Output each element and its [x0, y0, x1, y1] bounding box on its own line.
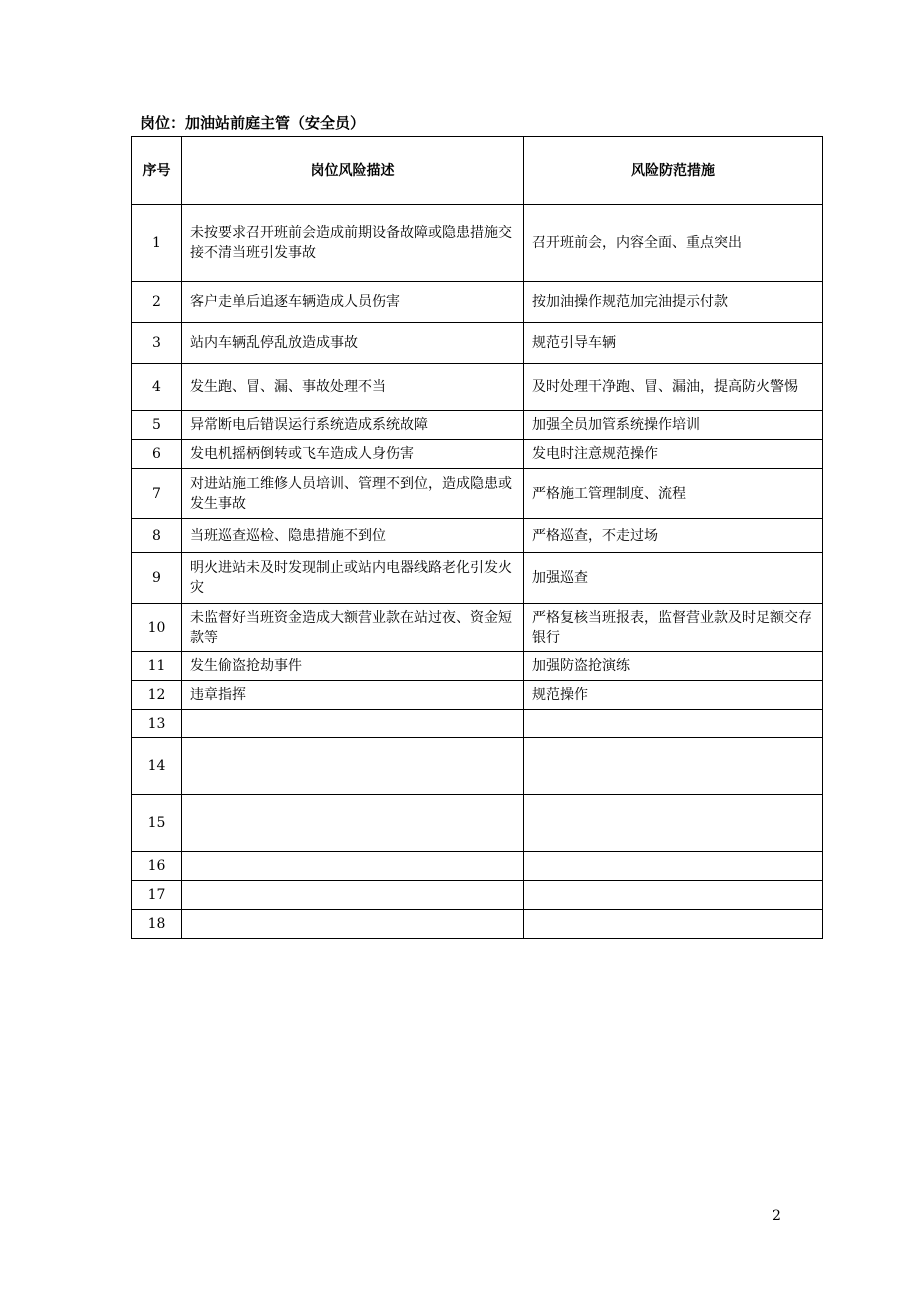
risk-table: [131, 136, 823, 939]
risk-description: [182, 852, 524, 881]
table-row: [132, 469, 823, 519]
page-number: 2: [772, 1208, 781, 1224]
row-number: 6: [132, 440, 182, 469]
risk-description: [182, 795, 524, 852]
risk-measure: [524, 738, 823, 795]
table-row: [132, 323, 823, 364]
risk-measure: [524, 910, 823, 939]
row-number: 3: [132, 323, 182, 364]
row-number: 9: [132, 553, 182, 604]
table-row: [132, 681, 823, 710]
row-number: 17: [132, 881, 182, 910]
page-title: 岗位：加油站前庭主管（安全员）: [140, 114, 366, 132]
risk-description: 站内车辆乱停乱放造成事故: [182, 323, 524, 364]
risk-measure: 严格施工管理制度、流程: [524, 469, 823, 519]
risk-measure: 召开班前会，内容全面、重点突出: [524, 205, 823, 282]
table-row: [132, 440, 823, 469]
row-number: 18: [132, 910, 182, 939]
risk-measure: [524, 795, 823, 852]
header-risk-description: 岗位风险描述: [182, 137, 524, 205]
row-number: 10: [132, 604, 182, 652]
risk-description: 对进站施工维修人员培训、管理不到位，造成隐患或发生事故: [182, 469, 524, 519]
risk-description: 明火进站未及时发现制止或站内电器线路老化引发火灾: [182, 553, 524, 604]
risk-description: 客户走单后追逐车辆造成人员伤害: [182, 282, 524, 323]
table-row: [132, 205, 823, 282]
table-row: [132, 881, 823, 910]
risk-description: 发生偷盗抢劫事件: [182, 652, 524, 681]
risk-measure: 严格复核当班报表，监督营业款及时足额交存银行: [524, 604, 823, 652]
risk-measure: 及时处理干净跑、冒、漏油，提高防火警惕: [524, 364, 823, 411]
risk-description: [182, 710, 524, 738]
risk-measure: 加强全员加管系统操作培训: [524, 411, 823, 440]
row-number: 4: [132, 364, 182, 411]
table-row: [132, 652, 823, 681]
risk-description: 异常断电后错误运行系统造成系统故障: [182, 411, 524, 440]
table-row: [132, 282, 823, 323]
table-row: [132, 604, 823, 652]
table-row: [132, 519, 823, 553]
header-number: 序号: [132, 137, 182, 205]
risk-description: 发生跑、冒、漏、事故处理不当: [182, 364, 524, 411]
risk-description: 违章指挥: [182, 681, 524, 710]
row-number: 5: [132, 411, 182, 440]
risk-description: [182, 910, 524, 939]
table-row: [132, 710, 823, 738]
table-row: [132, 553, 823, 604]
header-risk-measure: 风险防范措施: [524, 137, 823, 205]
row-number: 15: [132, 795, 182, 852]
risk-measure: 严格巡查，不走过场: [524, 519, 823, 553]
risk-measure: [524, 710, 823, 738]
row-number: 13: [132, 710, 182, 738]
table-row: [132, 795, 823, 852]
risk-description: 发电机摇柄倒转或飞车造成人身伤害: [182, 440, 524, 469]
risk-description: 未按要求召开班前会造成前期设备故障或隐患措施交接不清当班引发事故: [182, 205, 524, 282]
risk-measure: 按加油操作规范加完油提示付款: [524, 282, 823, 323]
row-number: 7: [132, 469, 182, 519]
risk-measure: [524, 852, 823, 881]
risk-description: [182, 881, 524, 910]
row-number: 14: [132, 738, 182, 795]
row-number: 2: [132, 282, 182, 323]
row-number: 1: [132, 205, 182, 282]
risk-measure: 加强巡查: [524, 553, 823, 604]
table-header-row: [132, 137, 823, 205]
risk-measure: 发电时注意规范操作: [524, 440, 823, 469]
risk-description: [182, 738, 524, 795]
row-number: 8: [132, 519, 182, 553]
risk-measure: 加强防盗抢演练: [524, 652, 823, 681]
row-number: 12: [132, 681, 182, 710]
risk-description: 未监督好当班资金造成大额营业款在站过夜、资金短款等: [182, 604, 524, 652]
risk-measure: [524, 881, 823, 910]
row-number: 16: [132, 852, 182, 881]
risk-measure: 规范引导车辆: [524, 323, 823, 364]
table-row: [132, 852, 823, 881]
table-row: [132, 364, 823, 411]
risk-measure: 规范操作: [524, 681, 823, 710]
table-row: [132, 910, 823, 939]
table-row: [132, 411, 823, 440]
row-number: 11: [132, 652, 182, 681]
table-row: [132, 738, 823, 795]
risk-description: 当班巡查巡检、隐患措施不到位: [182, 519, 524, 553]
